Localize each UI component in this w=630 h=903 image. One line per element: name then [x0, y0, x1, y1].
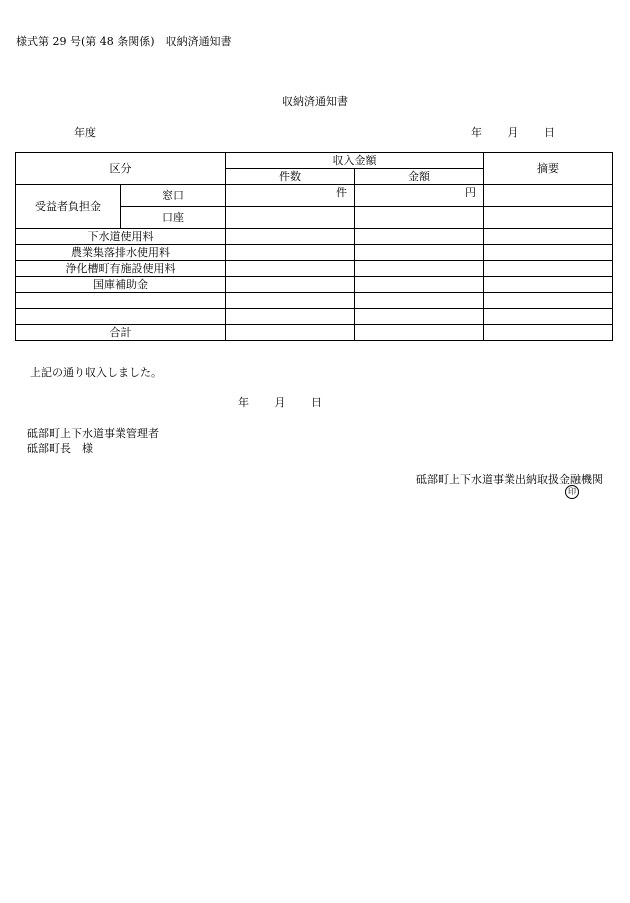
addressee-line-1: 砥部町上下水道事業管理者	[27, 427, 159, 440]
amount-cell	[355, 261, 484, 277]
count-cell	[226, 261, 355, 277]
remarks-cell	[484, 293, 613, 309]
remarks-cell	[484, 185, 613, 207]
row-label	[16, 309, 226, 325]
yen-unit: 円	[355, 185, 484, 207]
table-row	[16, 261, 613, 277]
window-label: 窓口	[121, 185, 226, 207]
date-label: 年 月 日	[471, 126, 555, 139]
table-row	[16, 293, 613, 309]
count-cell	[226, 309, 355, 325]
header-amount: 金額	[355, 169, 484, 185]
remarks-cell	[484, 245, 613, 261]
document-title: 収納済通知書	[282, 95, 348, 108]
amount-cell	[355, 325, 484, 341]
amount-cell	[355, 309, 484, 325]
row-label: 下水道使用料	[16, 229, 226, 245]
addressee-line-2: 砥部町長 様	[27, 442, 93, 455]
header-category: 区分	[16, 153, 226, 185]
remarks-cell	[484, 261, 613, 277]
row-label: 国庫補助金	[16, 277, 226, 293]
remarks-cell	[484, 309, 613, 325]
row-label: 浄化槽町有施設使用料	[16, 261, 226, 277]
count-cell	[226, 293, 355, 309]
remarks-cell	[484, 277, 613, 293]
amount-cell	[355, 293, 484, 309]
header-revenue: 収入金額	[226, 153, 484, 169]
table-row	[16, 229, 613, 245]
amount-cell	[355, 277, 484, 293]
count-cell	[226, 229, 355, 245]
account-label: 口座	[121, 207, 226, 229]
date-label-2: 年 月 日	[238, 396, 322, 409]
fiscal-year-label: 年度	[74, 126, 96, 139]
total-label: 合計	[16, 325, 226, 341]
amount-cell	[355, 229, 484, 245]
total-row	[16, 325, 613, 341]
table-row	[16, 245, 613, 261]
table-row	[16, 185, 613, 207]
count-cell	[226, 277, 355, 293]
row-label	[16, 293, 226, 309]
receipt-note: 上記の通り収入しました。	[30, 366, 162, 379]
seal-mark: 印	[565, 485, 579, 499]
remarks-cell	[484, 207, 613, 229]
header-remarks: 摘要	[484, 153, 613, 185]
revenue-table	[15, 152, 613, 341]
beneficiary-label: 受益者負担金	[16, 185, 121, 229]
count-cell	[226, 245, 355, 261]
remarks-cell	[484, 325, 613, 341]
table-header-row	[16, 153, 613, 169]
form-reference: 様式第 29 号(第 48 条関係) 収納済通知書	[16, 35, 232, 48]
count-cell	[226, 325, 355, 341]
amount-cell	[355, 245, 484, 261]
header-count: 件数	[226, 169, 355, 185]
table-row	[16, 277, 613, 293]
financial-institution: 砥部町上下水道事業出納取扱金融機関	[416, 473, 603, 486]
table-row	[16, 309, 613, 325]
count-cell	[226, 207, 355, 229]
remarks-cell	[484, 229, 613, 245]
count-unit: 件	[226, 185, 355, 207]
row-label: 農業集落排水使用料	[16, 245, 226, 261]
amount-cell	[355, 207, 484, 229]
